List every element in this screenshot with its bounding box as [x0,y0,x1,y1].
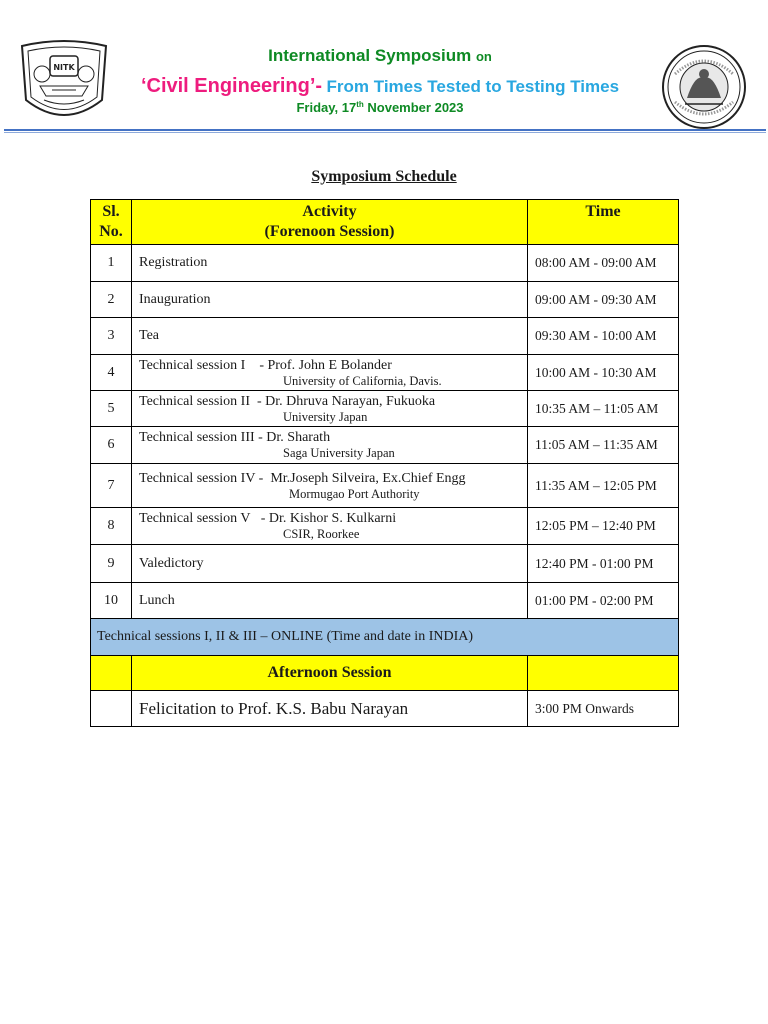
row-time: 10:00 AM - 10:30 AM [528,355,679,391]
row-time: 01:00 PM - 02:00 PM [528,583,679,619]
row-time: 09:30 AM - 10:00 AM [528,318,679,355]
row-number: 3 [91,318,132,355]
table-row [91,391,679,427]
table-row [91,464,679,508]
row-activity [132,427,528,464]
activity-speaker-line: Technical session V - Dr. Kishor S. Kulkarni [139,511,397,526]
row-time: 08:00 AM - 09:00 AM [528,245,679,282]
activity-affiliation-line: Mormugao Port Authority [289,486,420,501]
row-activity [132,355,528,391]
row-time: 10:35 AM – 11:05 AM [528,391,679,427]
table-row [91,282,679,318]
row-number: 2 [91,282,132,318]
row-activity: Tea [132,318,528,355]
row-number: 4 [91,355,132,391]
activity-speaker-line: Technical session IV - Mr.Joseph Silveira, Ex.Chief Engg [139,470,466,486]
theme-civil-engineering: ‘Civil Engineering’- [140,75,323,97]
table-header-row [91,200,679,245]
row-number: 9 [91,545,132,583]
date-month-year: November 2023 [363,100,464,115]
activity-header [132,200,528,245]
symposium-heading-main: International Symposium [268,46,472,65]
row-number: 7 [91,464,132,508]
table-row [91,318,679,355]
row-time: 12:05 PM – 12:40 PM [528,508,679,545]
row-number: 6 [91,427,132,464]
row-time: 12:40 PM - 01:00 PM [528,545,679,583]
letterhead [0,0,768,135]
table-row [91,245,679,282]
online-note: Technical sessions I, II & III – ONLINE (Time and date in INDIA) [91,619,679,656]
row-number: 8 [91,508,132,545]
activity-speaker-line: Technical session II - Dr. Dhruva Narayan, Fukuoka [139,393,436,409]
symposium-theme [0,75,760,98]
sl-no-header-line1: Sl. [102,203,120,220]
activity-header-line2: (Forenoon Session) [264,223,395,240]
institution-of-engineers-seal [657,44,751,130]
activity-affiliation-line: University of California, Davis. [283,373,442,388]
table-row [91,355,679,391]
header-rule-thin [4,132,766,133]
time-header: Time [528,200,679,245]
online-note-row [91,619,679,656]
afternoon-header-row [91,656,679,691]
activity-header-line1: Activity [302,203,357,220]
row-number: 5 [91,391,132,427]
row-activity: Inauguration [132,282,528,318]
activity-affiliation-line: CSIR, Roorkee [283,527,360,541]
row-time: 11:35 AM – 12:05 PM [528,464,679,508]
nitk-logo-center-text: NITK [53,63,75,72]
row-activity [132,391,528,427]
row-activity [132,464,528,508]
row-time: 11:05 AM – 11:35 AM [528,427,679,464]
symposium-heading-on: on [475,49,492,64]
date-day: Friday, 17 [296,100,357,115]
row-time: 09:00 AM - 09:30 AM [528,282,679,318]
date-suffix: th [356,100,364,109]
afternoon-header-blank [91,656,132,691]
felicitation-time: 3:00 PM Onwards [528,691,679,727]
row-activity: Valedictory [132,545,528,583]
activity-speaker-line: Technical session III - Dr. Sharath [139,430,331,445]
table-row [91,545,679,583]
felicitation-number-blank [91,691,132,727]
row-activity: Lunch [132,583,528,619]
table-row [91,508,679,545]
row-number: 10 [91,583,132,619]
table-row [91,427,679,464]
felicitation-row [91,691,679,727]
sl-no-header-line2: No. [99,223,123,240]
afternoon-session-heading: Afternoon Session [132,656,528,691]
symposium-heading [0,46,760,66]
row-number: 1 [91,245,132,282]
table-row [91,583,679,619]
row-activity: Registration [132,245,528,282]
theme-subtitle: From Times Tested to Testing Times [326,77,620,96]
symposium-date [0,100,760,115]
page-title: Symposium Schedule [311,168,457,185]
activity-affiliation-line: Saga University Japan [283,446,395,460]
afternoon-header-blank [528,656,679,691]
header-rule [4,129,766,131]
activity-affiliation-line: University Japan [283,409,368,424]
felicitation-activity: Felicitation to Prof. K.S. Babu Narayan [132,691,528,727]
schedule-table [90,199,679,727]
row-activity [132,508,528,545]
activity-speaker-line: Technical session I - Prof. John E Bolander [139,357,392,373]
sl-no-header [91,200,132,245]
